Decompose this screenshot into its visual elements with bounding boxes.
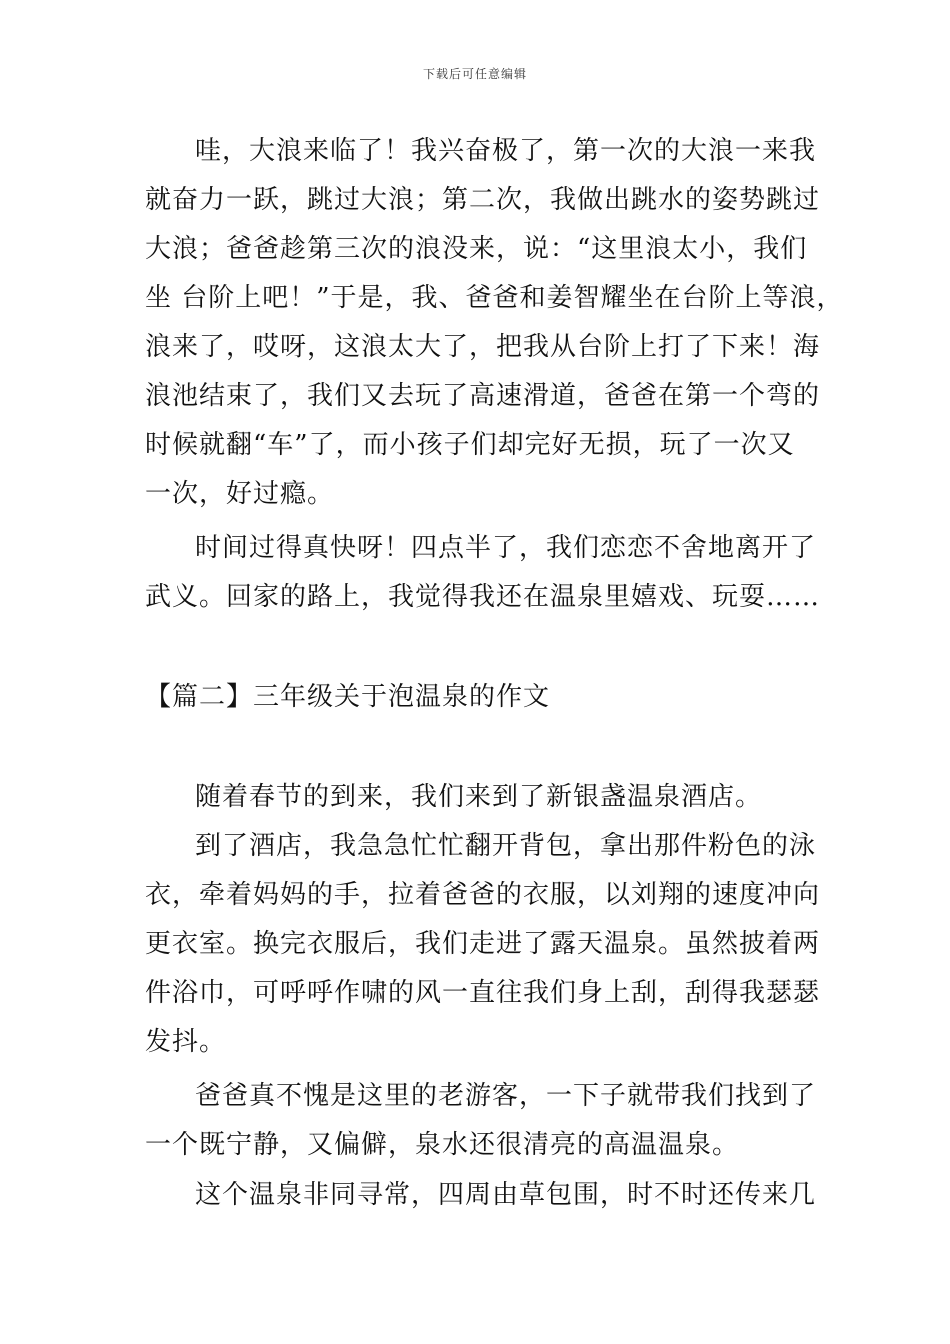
paragraph-line: 一次，好过瘾。 (145, 479, 335, 509)
paragraph-line: 更衣室。换完衣服后，我们走进了露天温泉。虽然披着两 (145, 929, 821, 959)
paragraph-line: 就奋力一跃，跳过大浪；第二次，我做出跳水的姿势跳过 (145, 185, 821, 215)
paragraph-line: 一个既宁静，又偏僻，泉水还很清亮的高温温泉。 (145, 1130, 740, 1160)
paragraph-line: 哇，大浪来临了！我兴奋极了，第一次的大浪一来我 (195, 136, 817, 166)
paragraph-line: 时候就翻“车”了，而小孩子们却完好无损，玩了一次又 (145, 430, 795, 460)
paragraph-line: 件浴巾，可呼呼作啸的风一直往我们身上刮，刮得我瑟瑟 (145, 978, 821, 1008)
header-note: 下载后可任意编辑 (422, 67, 527, 81)
paragraph-line: 武义。回家的路上，我觉得我还在温泉里嬉戏、玩耍…… (145, 582, 821, 612)
paragraph-line: 这个温泉非同寻常，四周由草包围，时不时还传来几 (195, 1180, 817, 1210)
paragraph-line: 衣，牵着妈妈的手，拉着爸爸的衣服，以刘翔的速度冲向 (145, 880, 821, 910)
paragraph-line: 大浪；爸爸趁第三次的浪没来，说：“这里浪太小，我们 (145, 234, 808, 264)
paragraph-line: 坐 台阶上吧！”于是，我、爸爸和姜智耀坐在台阶上等浪， (145, 283, 844, 313)
paragraph-line: 爸爸真不愧是这里的老游客，一下子就带我们找到了 (195, 1081, 817, 1111)
paragraph-line: 时间过得真快呀！四点半了，我们恋恋不舍地离开了 (195, 533, 817, 563)
paragraph-line: 随着春节的到来，我们来到了新银盏温泉酒店。 (195, 782, 763, 812)
paragraph-line: 到了酒店，我急急忙忙翻开背包，拿出那件粉色的泳 (195, 831, 817, 861)
section-heading: 【篇二】三年级关于泡温泉的作文 (145, 682, 551, 712)
paragraph-line: 浪池结束了，我们又去玩了高速滑道，爸爸在第一个弯的 (145, 381, 821, 411)
paragraph-line: 浪来了，哎呀，这浪太大了，把我从台阶上打了下来！海 (145, 332, 821, 362)
paragraph-line: 发抖。 (145, 1027, 227, 1057)
